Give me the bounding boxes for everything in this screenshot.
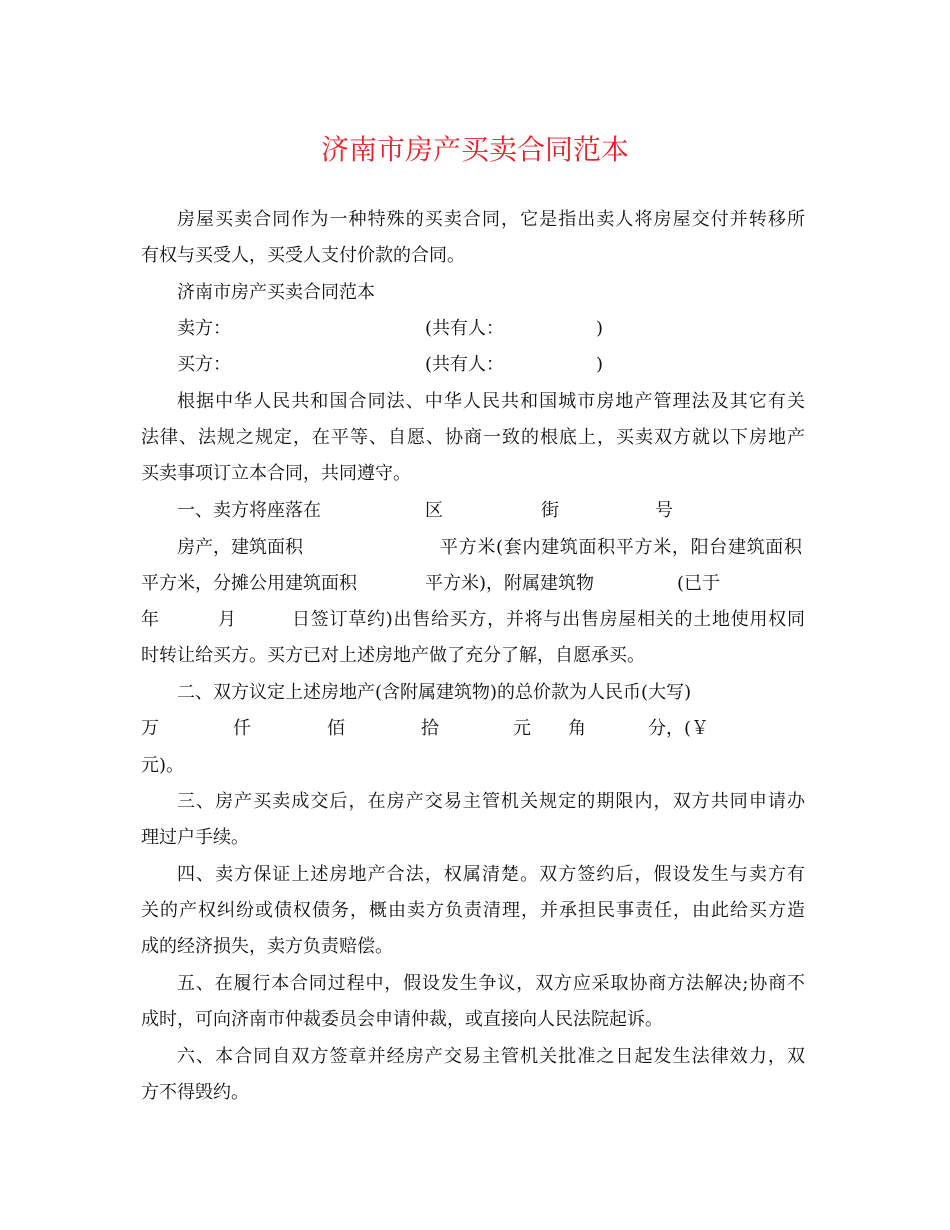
street-label: 街 bbox=[541, 500, 559, 521]
seller-label: 卖方： bbox=[177, 318, 231, 339]
clause1-text: 一、卖方将座落在 bbox=[177, 500, 321, 521]
clause1-text: 平方米，分摊公用建筑面积 bbox=[141, 573, 357, 594]
buyer-close-paren: ) bbox=[596, 354, 604, 375]
jiao-label: 角 bbox=[568, 718, 586, 739]
clause6-line: 六、本合同自双方签章并经房产交易主管机关批准之日起发生法律效力，双 bbox=[177, 1046, 805, 1067]
clause1-line bbox=[0, 608, 950, 632]
buyer-label: 买方： bbox=[177, 354, 231, 375]
clause5-line: 五、在履行本合同过程中，假设发生争议，双方应采取协商方法解决;协商不 bbox=[177, 973, 805, 994]
buyer-co-owner-label: (共有人： bbox=[425, 354, 505, 375]
seller-close-paren: ) bbox=[596, 318, 604, 339]
clause4-line: 四、卖方保证上述房地产合法，权属清楚。双方签约后，假设发生与卖方有 bbox=[177, 864, 805, 885]
clause1-text: 房产，建筑面积 bbox=[177, 537, 303, 558]
intro-line: 有权与买受人，买受人支付价款的合同。 bbox=[141, 245, 465, 266]
clause2-amount-line bbox=[0, 717, 950, 741]
number-label: 号 bbox=[655, 500, 673, 521]
clause1-line bbox=[0, 536, 950, 560]
clause5-line: 成时，可向济南市仲裁委员会申请仲裁，或直接向人民法院起诉。 bbox=[141, 1009, 663, 1030]
clause2-line: 元)。 bbox=[141, 755, 185, 776]
preamble-line: 买卖事项订立本合同，共同遵守。 bbox=[141, 463, 411, 484]
seller-line bbox=[0, 317, 950, 341]
clause1-text: 平方米)，附属建筑物 bbox=[425, 573, 595, 594]
bai-label: 佰 bbox=[327, 718, 345, 739]
preamble-line: 法律、法规之规定，在平等、自愿、协商一致的根底上，买卖双方就以下房地产 bbox=[141, 427, 805, 448]
yuan-label: 元 bbox=[513, 718, 531, 739]
clause3-line: 三、房产买卖成交后，在房产交易主管机关规定的期限内，双方共同申请办 bbox=[177, 791, 805, 812]
wan-label: 万 bbox=[141, 718, 159, 739]
document-title: 济南市房产买卖合同范本 bbox=[320, 133, 629, 166]
clause4-line: 关的产权纠纷或债权债务，概由卖方负责清理，并承担民事责任，由此给买方造 bbox=[141, 900, 805, 921]
clause1-line bbox=[0, 572, 950, 596]
intro-line: 房屋买卖合同作为一种特殊的买卖合同，它是指出卖人将房屋交付并转移所 bbox=[177, 209, 805, 230]
month-label: 月 bbox=[218, 609, 236, 630]
clause1-text: (已于 bbox=[677, 573, 721, 594]
buyer-line bbox=[0, 353, 950, 377]
shi-label: 拾 bbox=[421, 718, 439, 739]
qian-label: 仟 bbox=[233, 718, 251, 739]
subtitle: 济南市房产买卖合同范本 bbox=[177, 282, 375, 303]
preamble-line: 根据中华人民共和国合同法、中华人民共和国城市房地产管理法及其它有关 bbox=[177, 391, 805, 412]
year-label: 年 bbox=[141, 609, 159, 630]
clause2-line: 二、双方议定上述房地产(含附属建筑物)的总价款为人民币(大写) bbox=[177, 682, 692, 703]
fen-label: 分，(￥ bbox=[648, 718, 710, 739]
clause1-text: 日签订草约)出售给买方，并将与出售房屋相关的土地使用权同 bbox=[292, 609, 805, 630]
clause1-line: 时转让给买方。买方已对上述房地产做了充分了解，自愿承买。 bbox=[141, 645, 645, 666]
clause4-line: 成的经济损失，卖方负责赔偿。 bbox=[141, 936, 393, 957]
clause1-text: 平方米(套内建筑面积平方米，阳台建筑面积 bbox=[440, 537, 802, 558]
district-label: 区 bbox=[425, 500, 443, 521]
clause6-line: 方不得毁约。 bbox=[141, 1082, 249, 1103]
seller-co-owner-label: (共有人： bbox=[425, 318, 505, 339]
clause3-line: 理过户手续。 bbox=[141, 827, 249, 848]
clause1-line bbox=[0, 499, 950, 523]
